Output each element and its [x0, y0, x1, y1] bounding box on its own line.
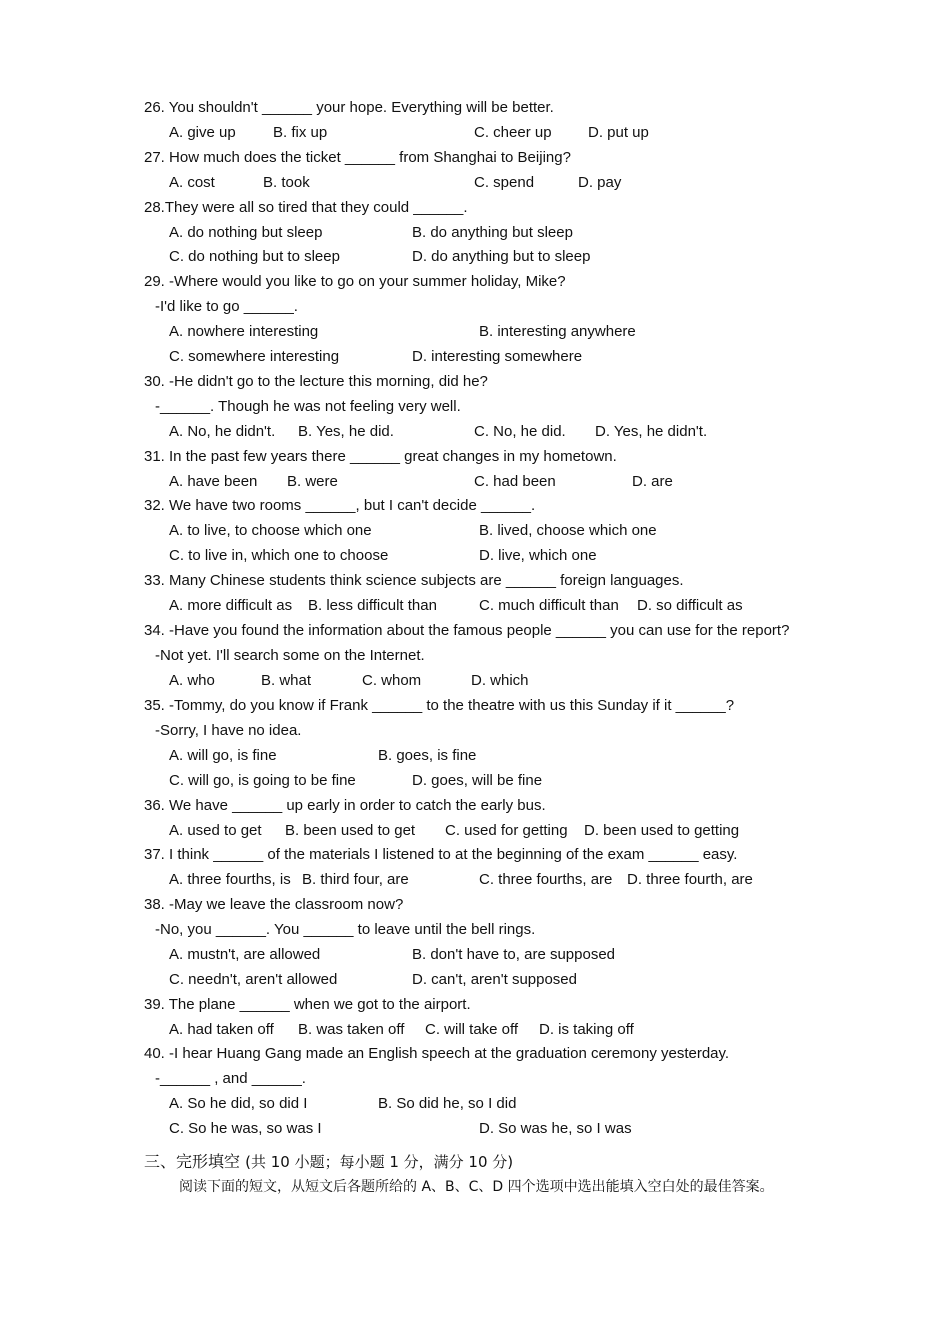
question-38-stem: 38. -May we leave the classroom now?: [144, 896, 404, 913]
q37-option-a: A. three fourths, is: [169, 871, 291, 888]
question-27-stem: 27. How much does the ticket ______ from Shanghai to Beijing?: [144, 149, 571, 166]
q39-option-d: D. is taking off: [539, 1021, 634, 1038]
q33-option-d: D. so difficult as: [637, 597, 743, 614]
question-31-stem: 31. In the past few years there ______ great changes in my hometown.: [144, 448, 617, 465]
question-30-stem: 30. -He didn't go to the lecture this morning, did he?: [144, 373, 488, 390]
q40-option-b: B. So did he, so I did: [378, 1095, 517, 1112]
question-40-reply: -______ , and ______.: [155, 1070, 306, 1087]
q28-option-c: C. do nothing but to sleep: [169, 248, 340, 265]
q27-option-a: A. cost: [169, 174, 215, 191]
q37-option-b: B. third four, are: [302, 871, 409, 888]
q38-option-b: B. don't have to, are supposed: [412, 946, 616, 963]
q35-option-c: C. will go, is going to be fine: [169, 772, 356, 789]
q26-option-d: D. put up: [588, 124, 649, 141]
q30-option-a: A. No, he didn't.: [169, 423, 276, 440]
section-title: 三、完形填空: [144, 1152, 241, 1171]
q38-option-c: C. needn't, aren't allowed: [169, 971, 338, 988]
q38-option-a: A. mustn't, are allowed: [169, 946, 321, 963]
q33-option-c: C. much difficult than: [479, 597, 619, 614]
q27-option-b: B. took: [263, 174, 310, 191]
question-32-stem: 32. We have two rooms ______, but I can't decide ______.: [144, 497, 536, 514]
q34-option-b: B. what: [261, 672, 312, 689]
question-34-reply: -Not yet. I'll search some on the Internet.: [155, 647, 425, 664]
q35-option-d: D. goes, will be fine: [412, 772, 543, 789]
q32-option-c: C. to live in, which one to choose: [169, 547, 389, 564]
question-33-stem: 33. Many Chinese students think science subjects are ______ foreign languages.: [144, 572, 684, 589]
q37-option-d: D. three fourth, are: [627, 871, 753, 888]
question-35-stem: 35. -Tommy, do you know if Frank ______ to the theatre with us this Sunday if it ______?: [144, 697, 735, 714]
q39-option-c: C. will take off: [425, 1021, 519, 1038]
q34-option-d: D. which: [471, 672, 529, 689]
q29-option-a: A. nowhere interesting: [169, 323, 319, 340]
q38-option-d: D. can't, aren't supposed: [412, 971, 577, 988]
q28-option-a: A. do nothing but sleep: [169, 224, 323, 241]
q27-option-d: D. pay: [578, 174, 622, 191]
q29-option-b: B. interesting anywhere: [479, 323, 636, 340]
q30-option-d: D. Yes, he didn't.: [595, 423, 708, 440]
question-37-stem: 37. I think ______ of the materials I listened to at the beginning of the exam ______ easy.: [144, 846, 738, 863]
q40-option-a: A. So he did, so did I: [169, 1095, 308, 1112]
q31-option-c: C. had been: [474, 473, 556, 490]
q36-option-a: A. used to get: [169, 822, 262, 839]
section-subtitle: (共 10 小题；每小题 1 分，满分 10 分): [245, 1153, 514, 1171]
question-26-stem: 26. You shouldn't ______ your hope. Everything will be better.: [144, 99, 554, 116]
q34-option-a: A. who: [169, 672, 215, 689]
q26-option-b: B. fix up: [273, 124, 328, 141]
q27-option-c: C. spend: [474, 174, 535, 191]
q26-option-c: C. cheer up: [474, 124, 552, 141]
question-34-stem: 34. -Have you found the information about the famous people ______ you can use for the report?: [144, 622, 790, 639]
q29-option-d: D. interesting somewhere: [412, 348, 583, 365]
question-29-stem: 29. -Where would you like to go on your summer holiday, Mike?: [144, 273, 566, 290]
question-28-stem: 28.They were all so tired that they could ______.: [144, 199, 468, 216]
q28-option-b: B. do anything but sleep: [412, 224, 573, 241]
q32-option-d: D. live, which one: [479, 547, 597, 564]
q33-option-a: A. more difficult as: [169, 597, 293, 614]
q31-option-b: B. were: [287, 473, 338, 490]
q31-option-d: D. are: [632, 473, 673, 490]
q39-option-b: B. was taken off: [298, 1021, 405, 1038]
q40-option-d: D. So was he, so I was: [479, 1120, 632, 1137]
question-39-stem: 39. The plane ______ when we got to the airport.: [144, 996, 471, 1013]
question-30-reply: -______. Though he was not feeling very well.: [155, 398, 461, 415]
question-35-reply: -Sorry, I have no idea.: [155, 722, 302, 739]
q31-option-a: A. have been: [169, 473, 258, 490]
section-heading: [144, 1151, 513, 1173]
question-40-stem: 40. -I hear Huang Gang made an English speech at the graduation ceremony yesterday.: [144, 1045, 730, 1062]
q28-option-d: D. do anything but to sleep: [412, 248, 591, 265]
q39-option-a: A. had taken off: [169, 1021, 274, 1038]
q36-option-b: B. been used to get: [285, 822, 416, 839]
q36-option-c: C. used for getting: [445, 822, 568, 839]
section-instruction: 阅读下面的短文，从短文后各题所给的 A、B、C、D 四个选项中选出能填入空白处的最佳答案。: [179, 1179, 774, 1195]
q40-option-c: C. So he was, so was I: [169, 1120, 322, 1137]
q36-option-d: D. been used to getting: [584, 822, 740, 839]
q32-option-b: B. lived, choose which one: [479, 522, 657, 539]
question-38-reply: -No, you ______. You ______ to leave until the bell rings.: [155, 921, 536, 938]
q33-option-b: B. less difficult than: [308, 597, 437, 614]
q29-option-c: C. somewhere interesting: [169, 348, 340, 365]
q34-option-c: C. whom: [362, 672, 422, 689]
q35-option-b: B. goes, is fine: [378, 747, 477, 764]
q37-option-c: C. three fourths, are: [479, 871, 613, 888]
q26-option-a: A. give up: [169, 124, 236, 141]
q35-option-a: A. will go, is fine: [169, 747, 277, 764]
q32-option-a: A. to live, to choose which one: [169, 522, 372, 539]
q30-option-c: C. No, he did.: [474, 423, 566, 440]
q30-option-b: B. Yes, he did.: [298, 423, 394, 440]
question-29-reply: -I'd like to go ______.: [155, 298, 298, 315]
question-36-stem: 36. We have ______ up early in order to catch the early bus.: [144, 797, 546, 814]
